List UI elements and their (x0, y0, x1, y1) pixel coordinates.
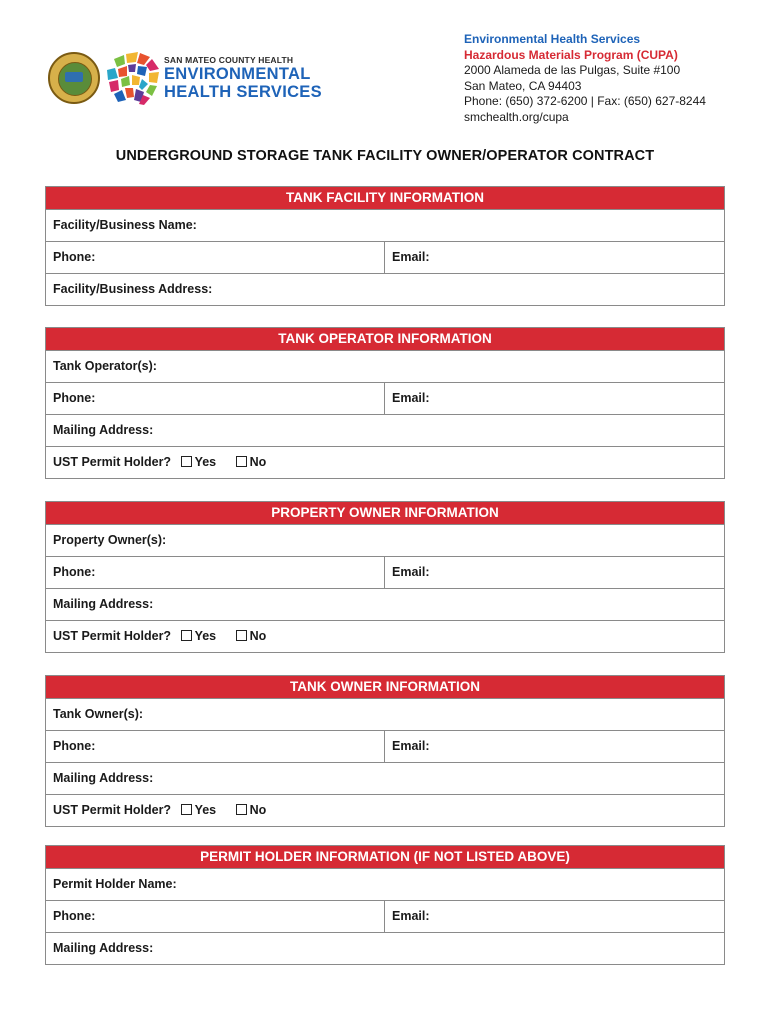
section-heading: PERMIT HOLDER INFORMATION (IF NOT LISTED ABOVE) (46, 846, 724, 868)
form-row (46, 620, 724, 652)
property-mailing-field[interactable]: Mailing Address: (53, 597, 154, 611)
ehs-logo-text (164, 55, 322, 101)
website: smchealth.org/cupa (464, 109, 569, 124)
tank-owner-section (45, 675, 725, 827)
property-yes-checkbox[interactable] (181, 630, 192, 641)
owner-email-field[interactable]: Email: (392, 739, 430, 753)
program-name: Hazardous Materials Program (CUPA) (464, 47, 678, 62)
property-no-checkbox[interactable] (236, 630, 247, 641)
logo-line-2: HEALTH SERVICES (164, 83, 322, 101)
seal-band (65, 72, 83, 82)
no-label: No (249, 803, 267, 817)
operator-no-checkbox[interactable] (236, 456, 247, 467)
operator-phone-field[interactable]: Phone: (46, 383, 385, 414)
tank-facility-section (45, 186, 725, 306)
operator-mailing-field[interactable]: Mailing Address: (53, 423, 154, 437)
phone-fax: Phone: (650) 372-6200 | Fax: (650) 627-8244 (464, 94, 706, 108)
form-row (46, 762, 724, 794)
agency-name: Environmental Health Services (464, 32, 641, 46)
yes-label: Yes (194, 803, 217, 817)
property-email-field[interactable]: Email: (392, 565, 430, 579)
yes-label: Yes (194, 455, 217, 469)
form-row (46, 588, 724, 620)
form-row (46, 524, 724, 556)
section-heading: PROPERTY OWNER INFORMATION (46, 502, 724, 524)
section-heading: TANK OWNER INFORMATION (46, 676, 724, 698)
form-row (46, 698, 724, 730)
property-permit-question (46, 621, 724, 652)
permit-holder-name-field[interactable]: Permit Holder Name: (53, 877, 177, 891)
owner-permit-question (46, 795, 724, 826)
property-owner-section (45, 501, 725, 653)
permit-question-label: UST Permit Holder? (53, 803, 172, 817)
logo-line-1: ENVIRONMENTAL (164, 65, 311, 83)
form-row (46, 209, 724, 241)
owner-mailing-field[interactable]: Mailing Address: (53, 771, 154, 785)
county-seal-logo (48, 52, 100, 104)
facility-address-field[interactable]: Facility/Business Address: (53, 282, 213, 296)
form-row (46, 446, 724, 478)
operator-name-field[interactable]: Tank Operator(s): (53, 359, 157, 373)
agency-address-block (464, 32, 706, 125)
owner-yes-checkbox[interactable] (181, 804, 192, 815)
operator-permit-question (46, 447, 724, 478)
page-title: UNDERGROUND STORAGE TANK FACILITY OWNER/OPERATOR CONTRACT (115, 148, 655, 164)
tank-owner-name-field[interactable]: Tank Owner(s): (53, 707, 144, 721)
operator-email-field[interactable]: Email: (392, 391, 430, 405)
permit-email-field[interactable]: Email: (392, 909, 430, 923)
form-row (46, 932, 724, 964)
owner-phone-field[interactable]: Phone: (46, 731, 385, 762)
logo-county-text: SAN MATEO COUNTY HEALTH (164, 55, 294, 65)
mosaic-logo-icon (106, 52, 160, 106)
facility-name-field[interactable]: Facility/Business Name: (53, 218, 197, 232)
form-row (46, 350, 724, 382)
form-row (46, 730, 724, 762)
permit-question-label: UST Permit Holder? (53, 629, 172, 643)
no-label: No (249, 629, 267, 643)
owner-no-checkbox[interactable] (236, 804, 247, 815)
form-row (46, 414, 724, 446)
form-row (46, 794, 724, 826)
form-row (46, 556, 724, 588)
permit-holder-section (45, 845, 725, 965)
facility-phone-field[interactable]: Phone: (46, 242, 385, 273)
section-heading: TANK OPERATOR INFORMATION (46, 328, 724, 350)
yes-label: Yes (194, 629, 217, 643)
operator-yes-checkbox[interactable] (181, 456, 192, 467)
permit-phone-field[interactable]: Phone: (46, 901, 385, 932)
city-state-zip: San Mateo, CA 94403 (464, 78, 582, 93)
form-row (46, 273, 724, 305)
facility-email-field[interactable]: Email: (392, 250, 430, 264)
street-address: 2000 Alameda de las Pulgas, Suite #100 (464, 63, 681, 77)
form-row (46, 900, 724, 932)
permit-mailing-field[interactable]: Mailing Address: (53, 941, 154, 955)
form-row (46, 241, 724, 273)
permit-question-label: UST Permit Holder? (53, 455, 172, 469)
form-row (46, 868, 724, 900)
form-row (46, 382, 724, 414)
property-phone-field[interactable]: Phone: (46, 557, 385, 588)
no-label: No (249, 455, 267, 469)
property-owner-name-field[interactable]: Property Owner(s): (53, 533, 167, 547)
section-heading: TANK FACILITY INFORMATION (46, 187, 724, 209)
tank-operator-section (45, 327, 725, 479)
